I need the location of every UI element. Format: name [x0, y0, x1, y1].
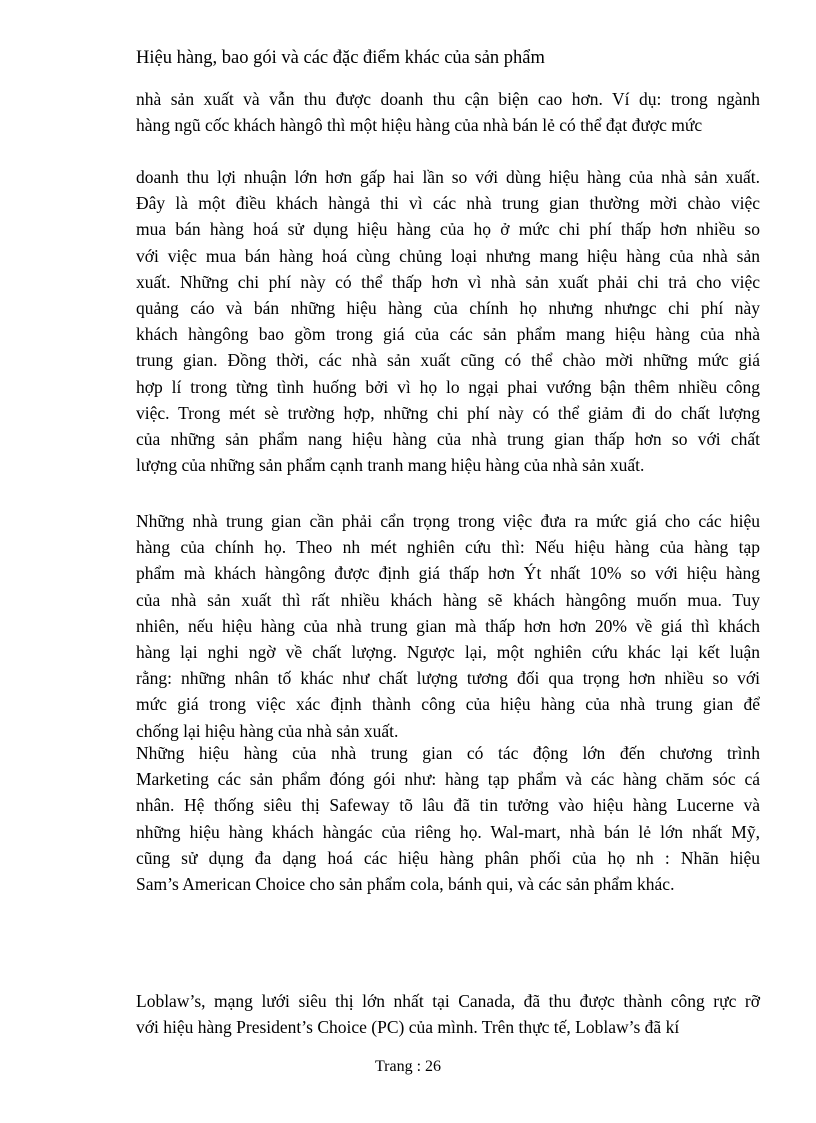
text-line: mua bán hàng hoá sử dụng hiệu hàng của họ ở mức chi phí thấp hơn nhiều so	[136, 219, 760, 240]
text-line: nhà sản xuất và vẫn thu được doanh thu cận biện cao hơn. Ví dụ: trong ngành	[136, 89, 760, 109]
paragraph	[136, 86, 760, 138]
text-line: trung gian. Đồng thời, các nhà sản xuất cũng có thể chào mời những mức giá	[136, 350, 760, 371]
text-line: Những hiệu hàng của nhà trung gian có tác động lớn đến chương trình	[136, 743, 760, 763]
paragraph	[136, 508, 760, 744]
text-line: khách hàngông bao gồm trong giá của các sản phẩm mang hiệu hàng của nhà	[136, 324, 760, 345]
text-line: Sam’s American Choice cho sản phẩm cola, bánh qui, và các sản phẩm khác.	[136, 874, 675, 895]
text-line: phẩm mà khách hàngông được định giá thấp hơn Ýt nhất 10% so với hiệu hàng	[136, 563, 760, 584]
text-line: rằng: những nhân tố khác như chất lượng tương đối qua trọng hơn nhiều so với	[136, 668, 760, 689]
text-line: hàng ngũ cốc khách hàngô thì một hiệu hàng của nhà bán lẻ có thể đạt được mức	[136, 115, 703, 136]
paragraph	[136, 988, 760, 1040]
text-line: hợp lí trong từng tình huống bởi vì họ lo ngại phai vướng bận thêm nhiều công	[136, 376, 760, 397]
text-line: của những sản phẩm nang hiệu hàng của nhà trung gian thấp hơn so với chất	[136, 429, 760, 450]
text-line: những hiệu hàng khách hàngác của riêng họ. Wal-mart, nhà bán lẻ lớn nhất Mỹ,	[136, 821, 760, 842]
paragraph	[136, 164, 760, 478]
text-line: chống lại hiệu hàng của nhà sản xuất.	[136, 720, 399, 741]
text-line: lượng của những sản phẩm cạnh tranh mang hiệu hàng của nhà sản xuất.	[136, 455, 645, 476]
text-line: nhân. Hệ thống siêu thị Safeway tõ lâu đã tin tưởng vào hiệu hàng Lucerne và	[136, 795, 760, 816]
text-line: với việc mua bán hàng hoá cùng chủng loại nhưng mang hiệu hàng của nhà sản	[136, 245, 760, 266]
text-line: xuất. Những chi phí này có thể thấp hơn vì nhà sản xuất phải chi trả cho việc	[136, 271, 760, 292]
text-line: với hiệu hàng President’s Choice (PC) của mình. Trên thực tế, Loblaw’s đã kí	[136, 1017, 680, 1038]
text-line: quảng cáo và bán những hiệu hàng của chính họ nhưng nhưngc chi phí này	[136, 298, 760, 319]
text-line: Marketing các sản phẩm đóng gói như: hàng tạp phẩm và các hàng chăm sóc cá	[136, 769, 760, 790]
text-line: doanh thu lợi nhuận lớn hơn gấp hai lần so với dùng hiệu hàng của nhà sản xuất.	[136, 167, 760, 187]
text-line: mức giá trong việc xác định thành công của hiệu hàng của nhà trung gian để	[136, 694, 760, 715]
page-header-title: Hiệu hàng, bao gói và các đặc điểm khác của sản phẩm	[136, 48, 545, 68]
paragraph	[136, 740, 760, 897]
text-line: cũng sử dụng đa dạng hoá các hiệu hàng phân phối của họ nh : Nhãn hiệu	[136, 847, 760, 868]
text-line: hàng của chính họ. Theo nh mét nghiên cứu thì: Nếu hiệu hàng của hàng tạp	[136, 537, 760, 558]
page-number: Trang : 26	[374, 1058, 442, 1075]
text-line: của nhà sản xuất thì rất nhiều khách hàng sẽ khách hàngông muốn mua. Tuy	[136, 589, 760, 610]
text-line: nhiên, nếu hiệu hàng của nhà trung gian mà thấp hơn hơn 20% về giá thì khách	[136, 615, 760, 636]
text-line: việc. Trong mét sè trường hợp, những chi phí này có thể giảm đi do chất lượng	[136, 402, 760, 423]
text-line: Loblaw’s, mạng lưới siêu thị lớn nhất tại Canada, đã thu được thành công rực rỡ	[136, 991, 760, 1011]
text-line: Đây là một điều khách hàngả thi vì các nhà trung gian thường mời chào việc	[136, 193, 760, 214]
text-line: hàng lại nghi ngờ về chất lượng. Ngược lại, một nghiên cứu khác lại kết luận	[136, 642, 760, 663]
text-line: Những nhà trung gian cần phải cẩn trọng trong việc đưa ra mức giá cho các hiệu	[136, 511, 760, 531]
